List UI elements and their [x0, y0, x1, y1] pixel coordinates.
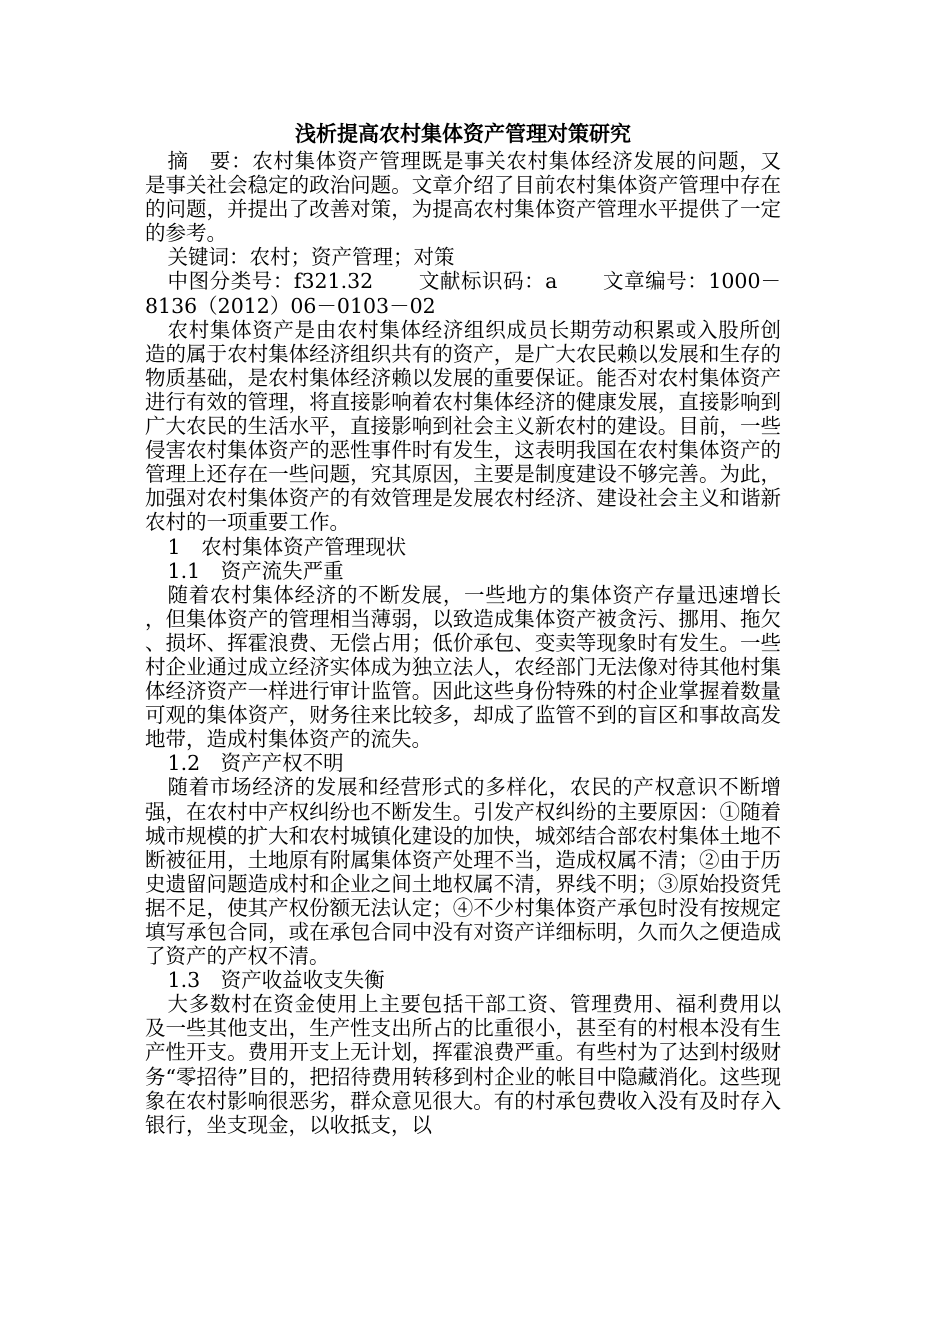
section-1-2-heading: 1.2 资产产权不明 [167, 751, 344, 776]
keywords-line: 关键词：农村；资产管理；对策 [167, 245, 455, 270]
article-number: 文章编号：1000－8136（2012）06－0103－02 [145, 269, 781, 318]
document-code: 文献标识码：a [418, 269, 558, 294]
intro-paragraph: 农村集体资产是由农村集体经济组织成员长期劳动积累或入股所创造的属于农村集体经济组织共有的资产，是广大农民赖以发展和生存的物质基础，是农村集体经济赖以发展的重要保证。能否对农村集体资产进行有效的管理，将直接影响着农村集体经济的健康发展，直接影响到广大农民的生活水平，直接影响到社会主义新农村的建设。目前，一些侵害农村集体资产的恶性事件时有发生，这表明我国在农村集体资产的管理上还存在一些问题，究其原因，主要是制度建设不够完善。为此，加强对农村集体资产的有效管理是发展农村经济、建设社会主义和谐新农村的一项重要工作。 [145, 317, 781, 535]
section-1-heading: 1 农村集体资产管理现状 [167, 534, 407, 559]
section-1-1-heading: 1.1 资产流失严重 [167, 558, 344, 583]
abstract-paragraph: 摘 要：农村集体资产管理既是事关农村集体经济发展的问题，又是事关社会稳定的政治问题。文章介绍了目前农村集体资产管理中存在的问题，并提出了改善对策，为提高农村集体资产管理水平提供了一定的参考。 [145, 149, 781, 246]
section-1-3-heading: 1.3 资产收益收支失衡 [167, 968, 385, 993]
clc-number: 中图分类号：f321.32 [167, 269, 374, 294]
section-1-1-paragraph: 随着农村集体经济的不断发展，一些地方的集体资产存量迅速增长，但集体资产的管理相当薄弱，以致造成集体资产被贪污、挪用、拖欠、损坏、挥霍浪费、无偿占用；低价承包、变卖等现象时有发生。一些村企业通过成立经济实体成为独立法人，农经部门无法像对待其他村集体经济资产一样进行审计监管。因此这些身份特殊的村企业掌握着数量可观的集体资产，财务往来比较多，却成了监管不到的盲区和事故高发地带，造成村集体资产的流失。 [145, 582, 781, 752]
article-title: 浅析提高农村集体资产管理对策研究 [295, 121, 631, 146]
section-1-3-paragraph: 大多数村在资金使用上主要包括干部工资、管理费用、福利费用以及一些其他支出，生产性支出所占的比重很小，甚至有的村根本没有生产性开支。费用开支上无计划，挥霍浪费严重。有些村为了达到村级财务“零招待”目的，把招待费用转移到村企业的帐目中隐藏消化。这些现象在农村影响很恶劣，群众意见很大。有的村承包费收入没有及时存入银行，坐支现金，以收抵支，以 [145, 992, 781, 1137]
document-page [145, 118, 781, 1137]
classification-line [145, 269, 781, 317]
section-1-2-paragraph: 随着市场经济的发展和经营形式的多样化，农民的产权意识不断增强，在农村中产权纠纷也不断发生。引发产权纠纷的主要原因：①随着城市规模的扩大和农村城镇化建设的加快，城郊结合部农村集体土地不断被征用，土地原有附属集体资产处理不当，造成权属不清；②由于历史遗留问题造成村和企业之间土地权属不清，界线不明；③原始投资凭据不足，使其产权份额无法认定；④不少村集体资产承包时没有按规定填写承包合同，或在承包合同中没有对资产详细标明，久而久之便造成了资产的产权不清。 [145, 775, 781, 969]
